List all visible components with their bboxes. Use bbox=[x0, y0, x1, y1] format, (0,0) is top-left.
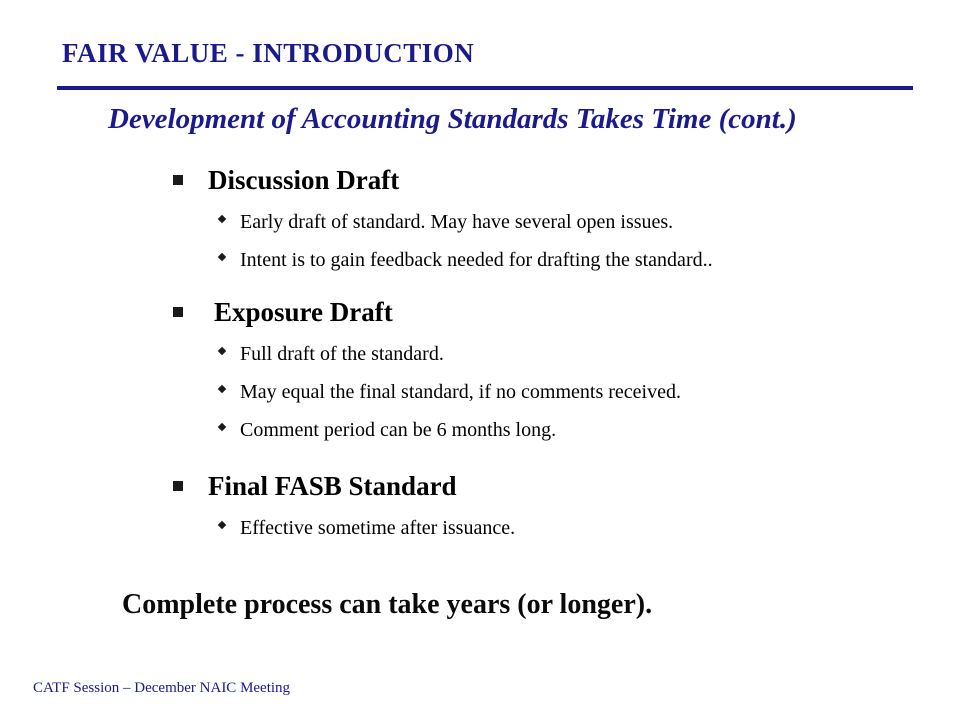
section-label: Final FASB Standard bbox=[208, 470, 457, 501]
list-item-text: Comment period can be 6 months long. bbox=[240, 418, 557, 441]
list-item-text: May equal the final standard, if no comments received. bbox=[240, 380, 681, 403]
section-heading bbox=[173, 468, 515, 504]
slide-header-title: FAIR VALUE - INTRODUCTION bbox=[62, 38, 475, 68]
diamond-bullet-icon bbox=[218, 423, 226, 431]
list-item bbox=[173, 509, 515, 547]
list-item bbox=[173, 203, 713, 241]
list-item bbox=[173, 373, 681, 411]
section-final-fasb-standard bbox=[173, 468, 515, 547]
section-heading bbox=[173, 294, 681, 330]
conclusion-statement: Complete process can take years (or longer). bbox=[122, 589, 653, 620]
list-item bbox=[173, 411, 681, 449]
square-bullet-icon bbox=[173, 481, 183, 491]
list-item bbox=[173, 335, 681, 373]
list-item bbox=[173, 241, 713, 279]
slide-subtitle: Development of Accounting Standards Takes Time (cont.) bbox=[108, 103, 797, 135]
section-discussion-draft bbox=[173, 162, 713, 279]
section-heading bbox=[173, 162, 713, 198]
diamond-bullet-icon bbox=[218, 253, 226, 261]
list-item-text: Early draft of standard. May have several open issues. bbox=[240, 210, 674, 233]
section-label: Discussion Draft bbox=[208, 164, 400, 195]
slide-footer: CATF Session – December NAIC Meeting bbox=[33, 680, 291, 696]
list-item-text: Effective sometime after issuance. bbox=[240, 516, 516, 539]
section-label: Exposure Draft bbox=[214, 296, 393, 327]
section-exposure-draft bbox=[173, 294, 681, 449]
diamond-bullet-icon bbox=[218, 347, 226, 355]
diamond-bullet-icon bbox=[218, 215, 226, 223]
list-item-text: Full draft of the standard. bbox=[240, 342, 444, 365]
square-bullet-icon bbox=[173, 175, 183, 185]
square-bullet-icon bbox=[173, 307, 183, 317]
header-divider bbox=[57, 86, 913, 90]
diamond-bullet-icon bbox=[218, 385, 226, 393]
diamond-bullet-icon bbox=[218, 521, 226, 529]
list-item-text: Intent is to gain feedback needed for drafting the standard.. bbox=[240, 248, 713, 271]
